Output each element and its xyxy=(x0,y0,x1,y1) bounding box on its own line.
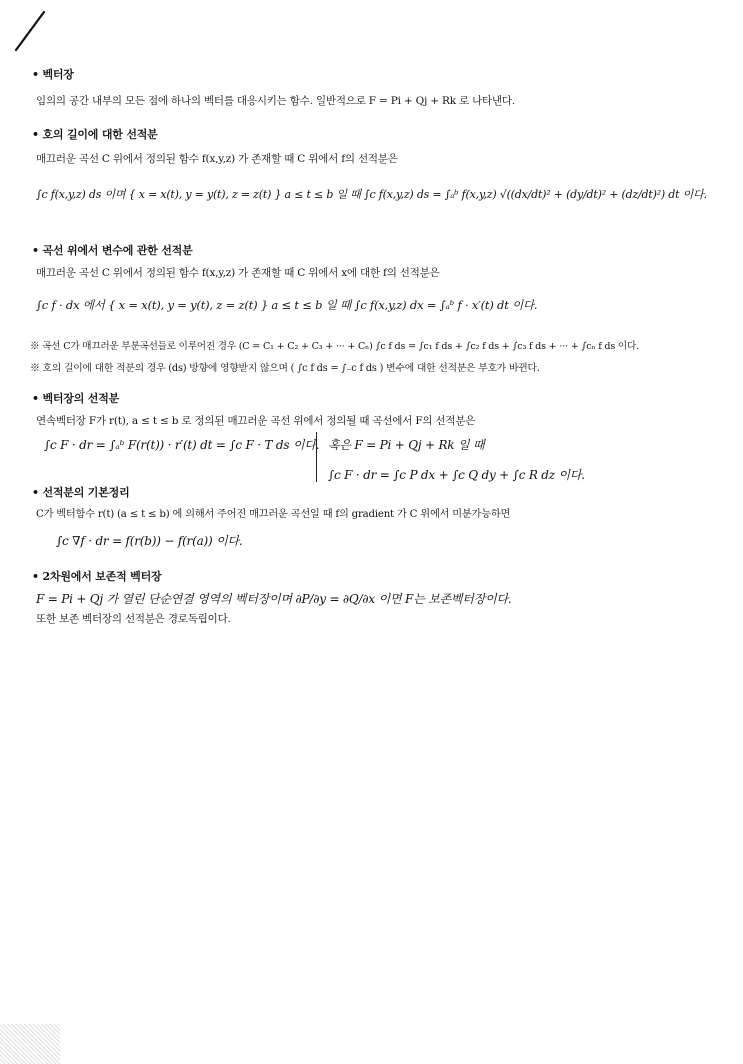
note-direction: ※ 호의 길이에 대한 적분의 경우 (ds) 방향에 영향받지 않으며 ( ∫c f ds = ∫₋c f ds ) 변수에 대한 선적분은 부호가 바뀐다. xyxy=(30,363,540,374)
arc-length-formula: ∫c f(x,y,z) ds 이며 { x = x(t), y = y(t), z = z(t) } a ≤ t ≤ b 일 때 ∫c f(x,y,z) ds = ∫ₐᵇ f(x,y,z) √((dx/dt)² + (dy/dt)² + (dz/dt)²) dt 이다. xyxy=(36,188,707,201)
alt-form-intro: 혹은 F = Pi + Qj + Rk 일 때 xyxy=(328,438,485,452)
heading-conservative-field: • 2차원에서 보존적 벡터장 xyxy=(32,570,162,583)
heading-fundamental-theorem: • 선적분의 기본정리 xyxy=(32,486,130,499)
arc-length-intro: 매끄러운 곡선 C 위에서 정의된 함수 f(x,y,z) 가 존재할 때 C 위에서 f의 선적분은 xyxy=(36,153,398,165)
fundamental-theorem-intro: C가 벡터함수 r(t) (a ≤ t ≤ b) 에 의해서 주어진 매끄러운 곡선일 때 f의 gradient 가 C 위에서 미분가능하면 xyxy=(36,509,511,520)
heading-vector-line-integral: • 벡터장의 선적분 xyxy=(32,392,120,405)
vector-integral-intro: 연속벡터장 F가 r(t), a ≤ t ≤ b 로 정의된 매끄러운 곡선 위에서 정의될 때 곡선에서 F의 선적분은 xyxy=(36,415,476,427)
slash-mark xyxy=(12,10,48,52)
variable-integral-intro: 매끄러운 곡선 C 위에서 정의된 함수 f(x,y,z) 가 존재할 때 C 위에서 x에 대한 f의 선적분은 xyxy=(36,267,440,279)
variable-integral-formula: ∫c f · dx 에서 { x = x(t), y = y(t), z = z(t) } a ≤ t ≤ b 일 때 ∫c f(x,y,z) dx = ∫ₐᵇ f · x′(t) dt 이다. xyxy=(36,298,538,312)
heading-arc-length-integral: • 호의 길이에 대한 선적분 xyxy=(32,128,158,141)
fundamental-theorem-formula: ∫c ∇f · dr = f(r(b)) − f(r(a)) 이다. xyxy=(56,534,243,548)
alt-form-formula: ∫c F · dr = ∫c P dx + ∫c Q dy + ∫c R dz 이다. xyxy=(328,468,585,482)
heading-variable-line-integral: • 곡선 위에서 변수에 관한 선적분 xyxy=(32,244,193,257)
path-independence-note: 또한 보존 벡터장의 선적분은 경로독립이다. xyxy=(36,613,231,625)
conservative-field-condition: F = Pi + Qj 가 열린 단순연결 영역의 벡터장이며 ∂P/∂y = ∂Q/∂x 이면 F는 보존벡터장이다. xyxy=(36,592,512,606)
heading-vector-field: • 벡터장 xyxy=(32,68,74,81)
scan-noise-corner xyxy=(0,1024,60,1064)
note-piecewise-curve: ※ 곡선 C가 매끄러운 부분곡선들로 이루어진 경우 (C = C₁ + C₂ + C₃ + ··· + Cₙ) ∫c f ds = ∫c₁ f ds + ∫c₂ f ds + ∫c₃ f ds + ··· + ∫cₙ f ds 이다. xyxy=(30,341,639,352)
vector-integral-formula: ∫c F · dr = ∫ₐᵇ F(r(t)) · r′(t) dt = ∫c F · T ds 이다. xyxy=(44,438,320,452)
alt-form-bracket xyxy=(316,432,323,482)
vector-field-definition: 임의의 공간 내부의 모든 점에 하나의 벡터를 대응시키는 함수. 일반적으로 F = Pi + Qj + Rk 로 나타낸다. xyxy=(36,95,515,107)
